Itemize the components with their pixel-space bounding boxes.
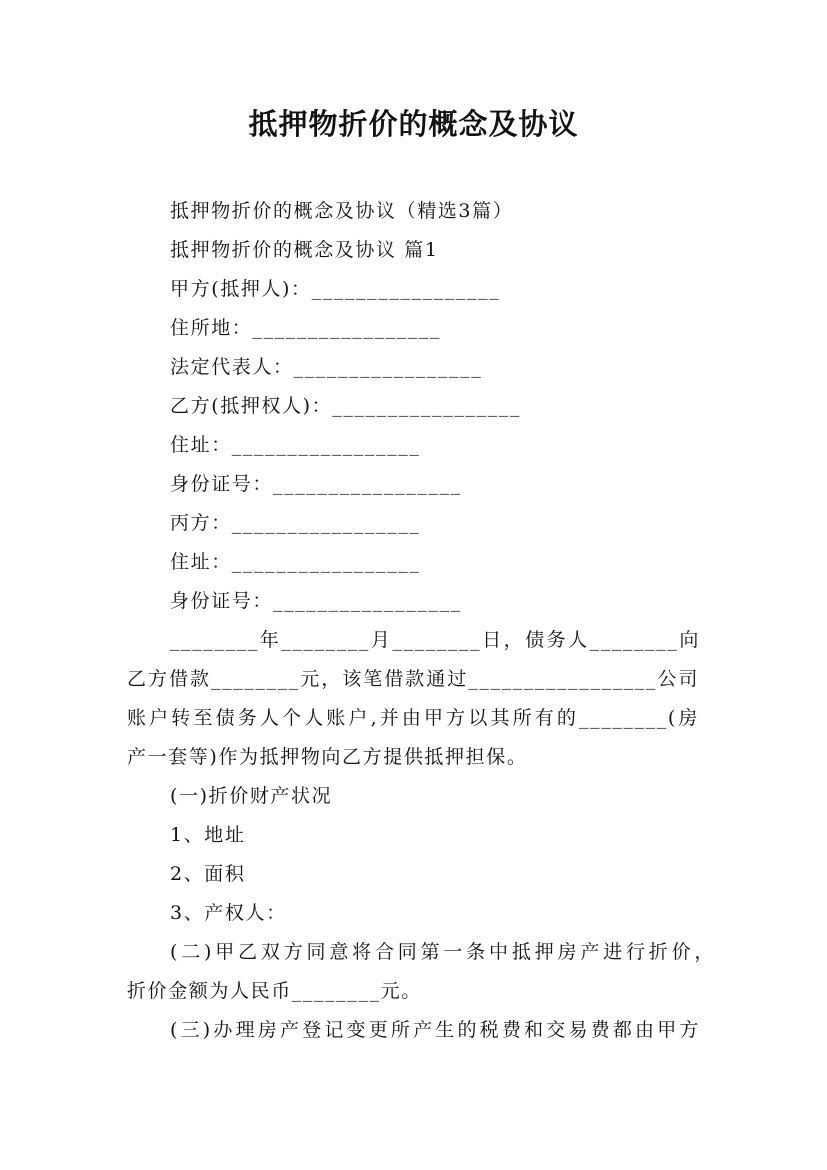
document-title: 抵押物折价的概念及协议 (248, 107, 579, 141)
party-c-field: 丙方：_________________ (170, 512, 421, 534)
paragraph-line: (三)办理房产登记变更所产生的税费和交易费都由甲方 (170, 1019, 700, 1041)
party-b-field: 乙方(抵押权人)：_________________ (170, 395, 521, 417)
paragraph-line: 产一套等)作为抵押物向乙方提供抵押担保。 (127, 746, 528, 768)
paragraph-line: 折价金额为人民币________元。 (127, 980, 422, 1002)
list-item: 2、面积 (170, 863, 246, 885)
party-a-address-field: 住所地：_________________ (170, 317, 442, 339)
party-c-address-field: 住址：_________________ (170, 551, 421, 573)
paragraph-line: (二)甲乙双方同意将合同第一条中抵押房产进行折价， (170, 941, 715, 963)
paragraph-line: 账户转至债务人个人账户,并由甲方以其所有的________(房 (127, 707, 699, 729)
list-item: 1、地址 (170, 824, 246, 846)
paragraph-line: 乙方借款________元，该笔借款通过_________________公司 (127, 668, 699, 690)
legal-representative-field: 法定代表人：_________________ (170, 356, 483, 378)
paragraph-line: ________年________月________日，债务人________向 (170, 629, 700, 651)
party-a-field: 甲方(抵押人)：_________________ (170, 278, 501, 300)
party-b-id-field: 身份证号：_________________ (170, 473, 462, 495)
party-c-id-field: 身份证号：_________________ (170, 590, 462, 612)
clause-heading: (一)折价财产状况 (170, 785, 333, 807)
section-heading: 抵押物折价的概念及协议 篇1 (170, 239, 439, 261)
party-b-address-field: 住址：_________________ (170, 434, 421, 456)
list-item: 3、产权人： (170, 902, 287, 924)
subtitle-line: 抵押物折价的概念及协议（精选3篇） (170, 200, 514, 222)
